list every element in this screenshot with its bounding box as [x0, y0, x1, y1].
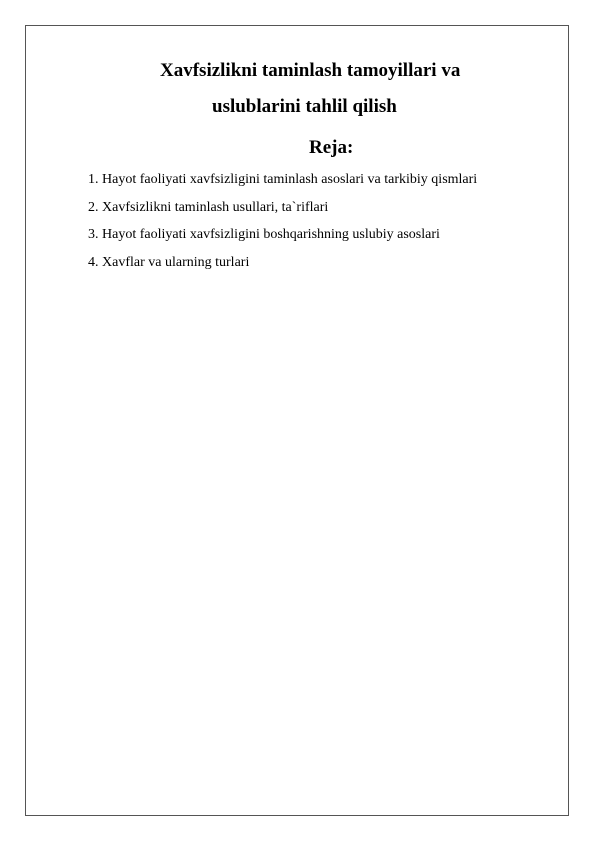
plan-item-3: 3. Hayot faoliyati xavfsizligini boshqarishning uslubiy asoslari [88, 227, 440, 242]
plan-heading: Reja: [309, 137, 354, 158]
plan-list [88, 173, 477, 283]
document-title-line-2: uslublarini tahlil qilish [212, 96, 397, 117]
plan-item-2: 2. Xavfsizlikni taminlash usullari, ta`riflari [88, 199, 329, 215]
page-border [25, 25, 569, 816]
plan-item-4: 4. Xavflar va ularning turlari [88, 254, 250, 270]
document-title-line-1: Xavfsizlikni taminlash tamoyillari va [160, 60, 461, 81]
plan-item-1: 1. Hayot faoliyati xavfsizligini taminlash asoslari va tarkibiy qismlari [88, 172, 478, 187]
